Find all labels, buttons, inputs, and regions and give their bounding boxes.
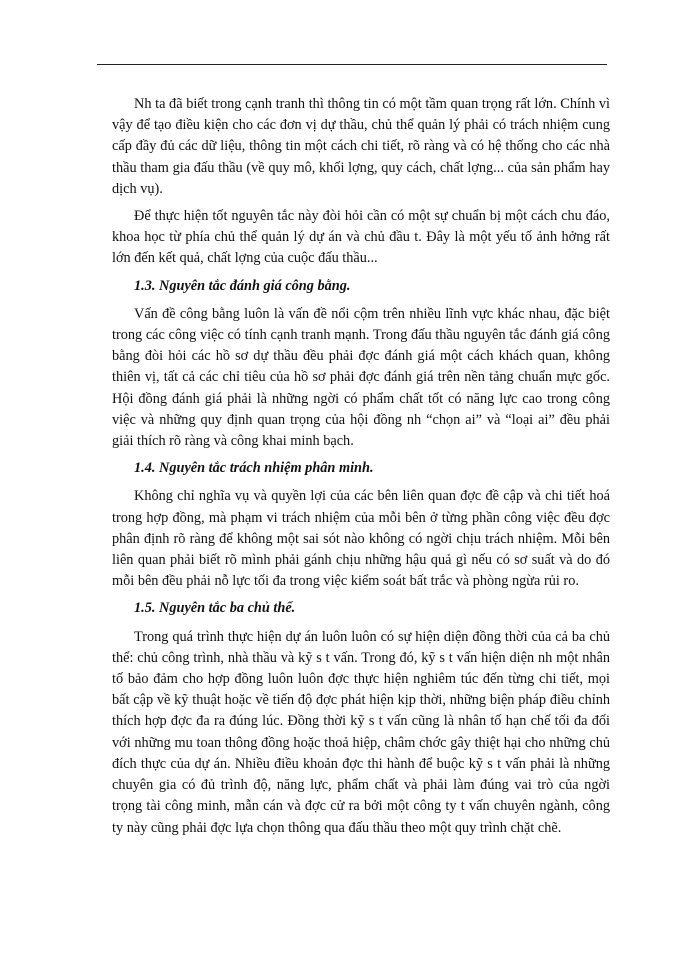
intro-paragraph-1: Nh ta đã biết trong cạnh tranh thì thông tin có một tầm quan trọng rất lớn. Chính vì vậy để tạo điều kiện cho các đơn vị dự thầu, chủ thể quản lý phải có trách nhiệm cung cấp đầy đủ các dữ liệu, thông tin một cách chi tiết, rõ ràng và có hệ thống cho các nhà thầu tham gia đấu thầu (về quy mô, khối lợng, quy cách, chất lợng... của sản phẩm hay dịch vụ). [112,96,610,197]
section-body-1-5: Trong quá trình thực hiện dự án luôn luôn có sự hiện diện đồng thời của cả ba chủ thể: chủ công trình, nhà thầu và kỹ s t vấn. Trong đó, kỹ s t vấn hiện diện nh một nhân tố bảo đảm cho hợp đồng luôn luôn đợc thực hiện nghiêm túc đến từng chi tiết, mọi bất cập về kỹ thuật hoặc về tiến độ đợc phát hiện kịp thời, những biện pháp điều chỉnh thích hợp đợc đa ra đúng lúc. Đồng thời kỹ s t vấn cũng là nhân tố hạn chế tối đa đối với những mu toan thông đồng hoặc thoả hiệp, châm chớc gây thiệt hại cho những chủ đích thực của dự án. Nhiều điều khoản đợc thi hành để buộc kỹ s t vấn phải là những chuyên gia có đủ trình độ, năng lực, phẩm chất và phải làm đúng vai trò của ngời trọng tài công minh, mẫn cán và đợc cử ra bởi một công ty t vấn chuyên ngành, công ty này cũng phải đợc lựa chọn thông qua đấu thầu theo một quy trình chặt chẽ. [112,628,610,836]
section-heading-1-3: 1.3. Nguyên tắc đánh giá công bằng. [134,277,351,294]
section-heading-1-4: 1.4. Nguyên tắc trách nhiệm phân minh. [134,460,374,477]
intro-paragraph-2: Để thực hiện tốt nguyên tắc này đòi hỏi cần có một sự chuẩn bị một cách chu đáo, khoa học từ phía chủ thể quản lý dự án và chủ đầu t. Đây là một yếu tố ảnh hởng rất lớn đến kết quả, chất lợng của cuộc đấu thầu... [112,208,610,267]
section-heading-1-5: 1.5. Nguyên tắc ba chủ thể. [134,600,296,617]
document-body [112,94,610,845]
header-rule [97,64,607,65]
section-body-1-3: Vấn đề công bằng luôn là vấn đề nổi cộm trên nhiều lĩnh vực khác nhau, đặc biệt trong các công việc có tính cạnh tranh mạnh. Trong đấu thầu nguyên tắc đánh giá công bằng đòi hỏi các hồ sơ dự thầu đều phải đợc đánh giá một cách khách quan, không thiên vị, tất cả các chỉ tiêu của hồ sơ phải đợc đánh giá trên nền tảng chuẩn mực gốc. Hội đồng đánh giá phải là những ngời có phẩm chất tốt có năng lực cao trong công việc và những quy định quan trọng của hội đồng nh “chọn ai” và “loại ai” đều phải giải thích rõ ràng và công khai minh bạch. [112,305,610,450]
section-body-1-4: Không chỉ nghĩa vụ và quyền lợi của các bên liên quan đợc đề cập và chi tiết hoá trong hợp đồng, mà phạm vi trách nhiệm của mỗi bên ở từng phần công việc đều đợc phân định rõ ràng để không một sai sót nào không có ngời chịu trách nhiệm. Mỗi bên liên quan phải biết rõ mình phải gánh chịu những hậu quả gì nếu có sơ suất và do đó mỗi bên đều phải nỗ lực tối đa trong việc kiểm soát bất trắc và phòng ngừa rủi ro. [112,488,610,590]
